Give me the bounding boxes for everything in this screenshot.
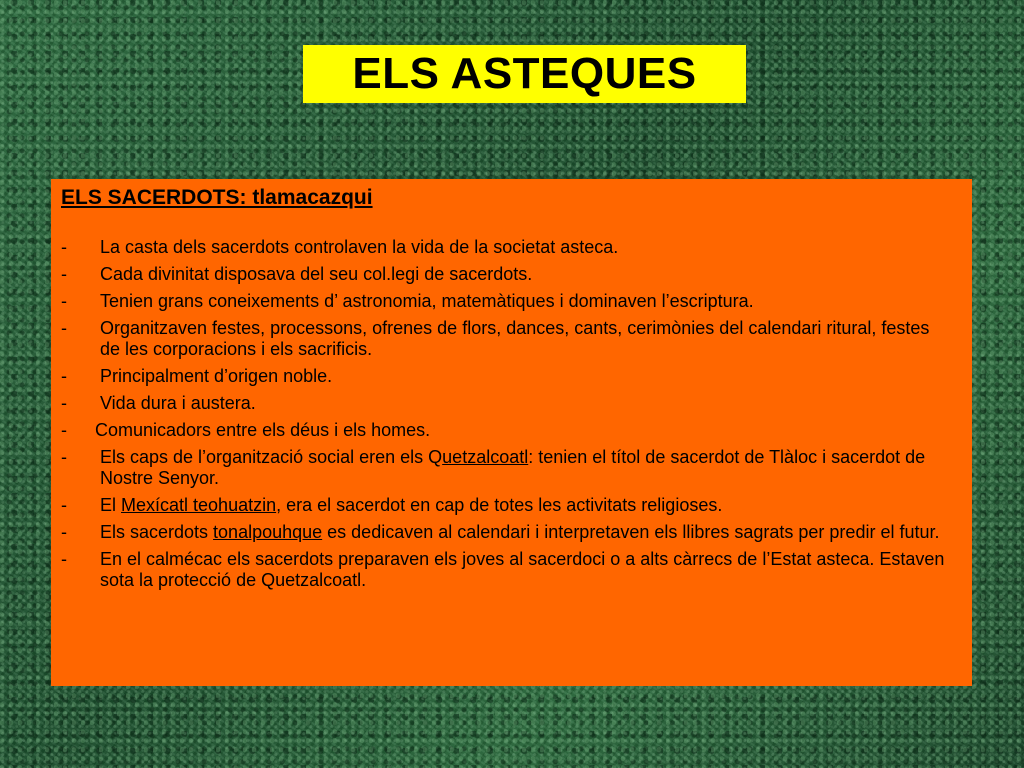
bullet-dash: -	[61, 318, 67, 338]
list-item-text-before: Els sacerdots	[100, 522, 214, 542]
bullet-dash: -	[61, 393, 67, 413]
list-item	[61, 318, 952, 360]
list-item-text: Comunicadors entre els déus i els homes.	[95, 420, 431, 440]
bullet-dash: -	[61, 420, 67, 440]
bullet-dash: -	[61, 366, 67, 386]
bullet-dash: -	[61, 549, 67, 569]
list-item-text-after: : tenien el títol de sacerdot de Tlàloc i sacerdot de Nostre Senyor.	[100, 447, 926, 488]
list-item-text: Tenien grans coneixements d’ astronomia, matemàtiques i dominaven l’escriptura.	[100, 291, 754, 311]
section-heading: ELS SACERDOTS: tlamacazqui	[61, 186, 373, 209]
underlined-term: tonalpouhque	[213, 522, 323, 542]
title-banner	[303, 45, 746, 103]
list-item-text: Vida dura i austera.	[100, 393, 256, 413]
list-item-text: En el calmécac els sacerdots preparaven els joves al sacerdoci o a alts càrrecs de l’Estat asteca. Estaven sota la protecció de Quetzalcoatl.	[100, 549, 945, 590]
list-item	[61, 237, 952, 258]
bullet-dash: -	[61, 447, 67, 467]
bullet-dash: -	[61, 264, 67, 284]
underlined-term: uetzalcoatl	[442, 447, 529, 467]
slide-title: ELS ASTEQUES	[352, 49, 697, 98]
list-item	[61, 366, 952, 387]
list-item	[61, 495, 952, 516]
list-item-text-after: es dedicaven al calendari i interpretaven els llibres sagrats per predir el futur.	[322, 522, 940, 542]
list-item-text: Organitzaven festes, processons, ofrenes de flors, dances, cants, cerimònies del calendari ritural, festes de les corporacions i els sacrificis.	[100, 318, 930, 359]
list-item-text-before: El	[100, 495, 122, 515]
list-item	[61, 264, 952, 285]
list-item-text: La casta dels sacerdots controlaven la vida de la societat asteca.	[100, 237, 619, 257]
list-item	[61, 291, 952, 312]
bullet-dash: -	[61, 495, 67, 515]
list-item	[61, 522, 952, 543]
list-item-text-after: , era el sacerdot en cap de totes les activitats religioses.	[276, 495, 723, 515]
underlined-term: Mexícatl teohuatzin	[121, 495, 277, 515]
bullet-dash: -	[61, 522, 67, 542]
list-item-text: Principalment d’origen noble.	[100, 366, 333, 386]
list-item	[61, 393, 952, 414]
bullet-list	[61, 237, 952, 591]
list-item	[61, 549, 952, 591]
bullet-dash: -	[61, 237, 67, 257]
bullet-dash: -	[61, 291, 67, 311]
list-item-text-before: Els caps de l’organització social eren els Q	[100, 447, 443, 467]
list-item	[61, 447, 952, 489]
list-item-text: Cada divinitat disposava del seu col.legi de sacerdots.	[100, 264, 533, 284]
list-item	[61, 420, 952, 441]
content-panel	[51, 179, 972, 686]
